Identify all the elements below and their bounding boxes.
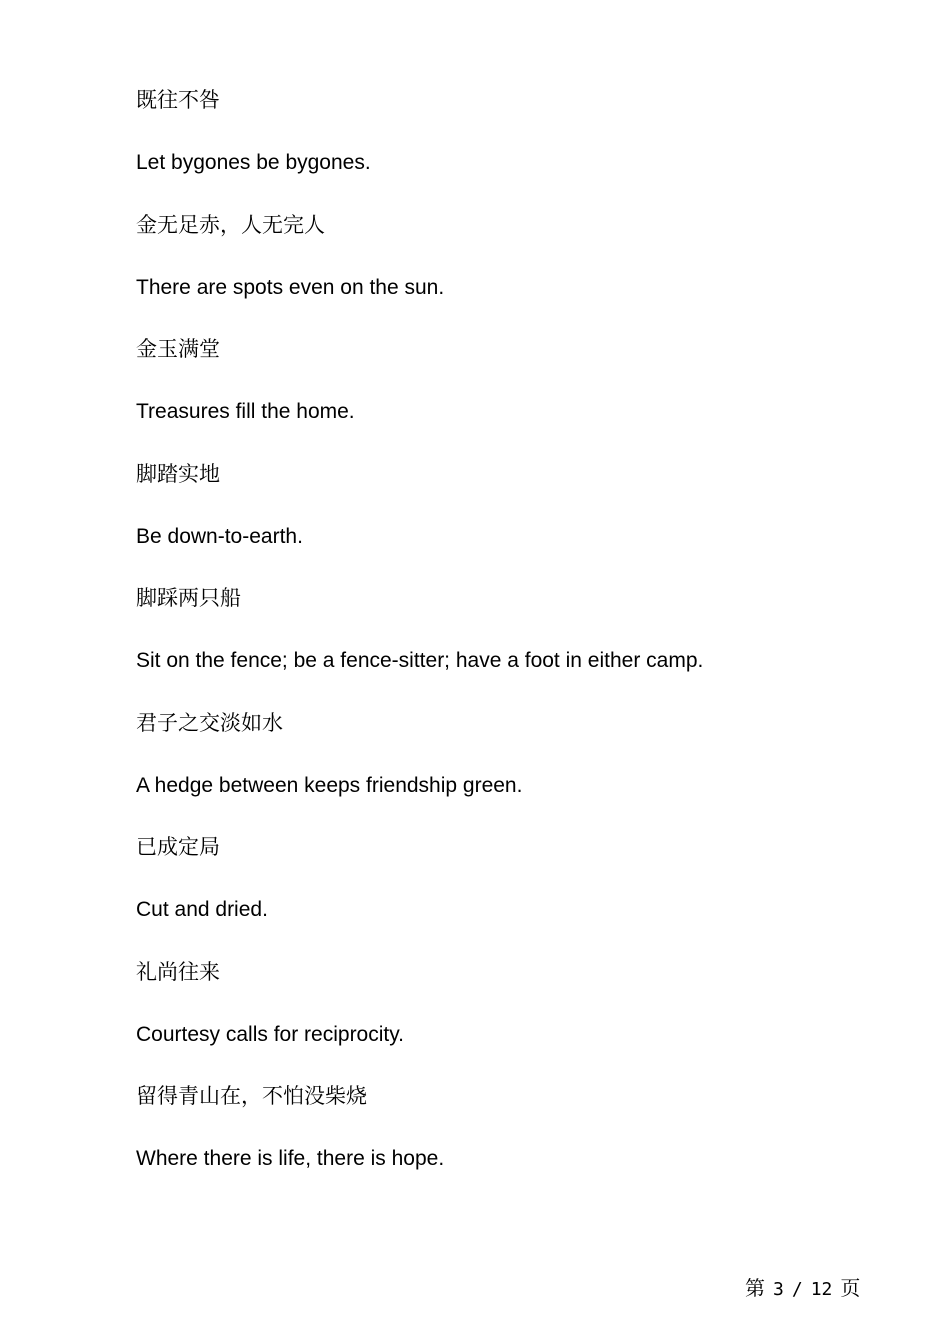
idiom-english: Treasures fill the home. bbox=[136, 400, 355, 423]
idiom-chinese: 礼尚往来 bbox=[136, 960, 220, 984]
idiom-english: Be down-to-earth. bbox=[136, 525, 303, 548]
idiom-english: Where there is life, there is hope. bbox=[136, 1147, 445, 1170]
idiom-chinese: 已成定局 bbox=[136, 835, 220, 859]
idiom-english: Let bygones be bygones. bbox=[136, 151, 371, 174]
idiom-chinese: 君子之交淡如水 bbox=[136, 711, 283, 735]
total-page-count: 12 bbox=[810, 1279, 833, 1300]
idiom-english: Sit on the fence; be a fence-sitter; have a foot in either camp. bbox=[136, 649, 704, 672]
idiom-chinese: 金无足赤，人无完人 bbox=[136, 213, 325, 237]
page-separator: / bbox=[791, 1279, 803, 1300]
idiom-chinese: 脚踏实地 bbox=[136, 462, 220, 486]
idiom-english: Courtesy calls for reciprocity. bbox=[136, 1023, 405, 1046]
idiom-english: There are spots even on the sun. bbox=[136, 276, 445, 299]
page-suffix: 页 bbox=[840, 1276, 861, 1300]
idiom-english: Cut and dried. bbox=[136, 898, 268, 921]
page-number-footer bbox=[745, 1278, 860, 1299]
idiom-chinese: 金玉满堂 bbox=[136, 337, 220, 361]
page-prefix: 第 bbox=[745, 1276, 765, 1300]
idiom-chinese: 留得青山在，不怕没柴烧 bbox=[136, 1084, 367, 1108]
idiom-english: A hedge between keeps friendship green. bbox=[136, 774, 523, 797]
current-page-number: 3 bbox=[773, 1279, 784, 1300]
idiom-chinese: 脚踩两只船 bbox=[136, 586, 241, 610]
idiom-chinese: 既往不咎 bbox=[136, 88, 220, 112]
